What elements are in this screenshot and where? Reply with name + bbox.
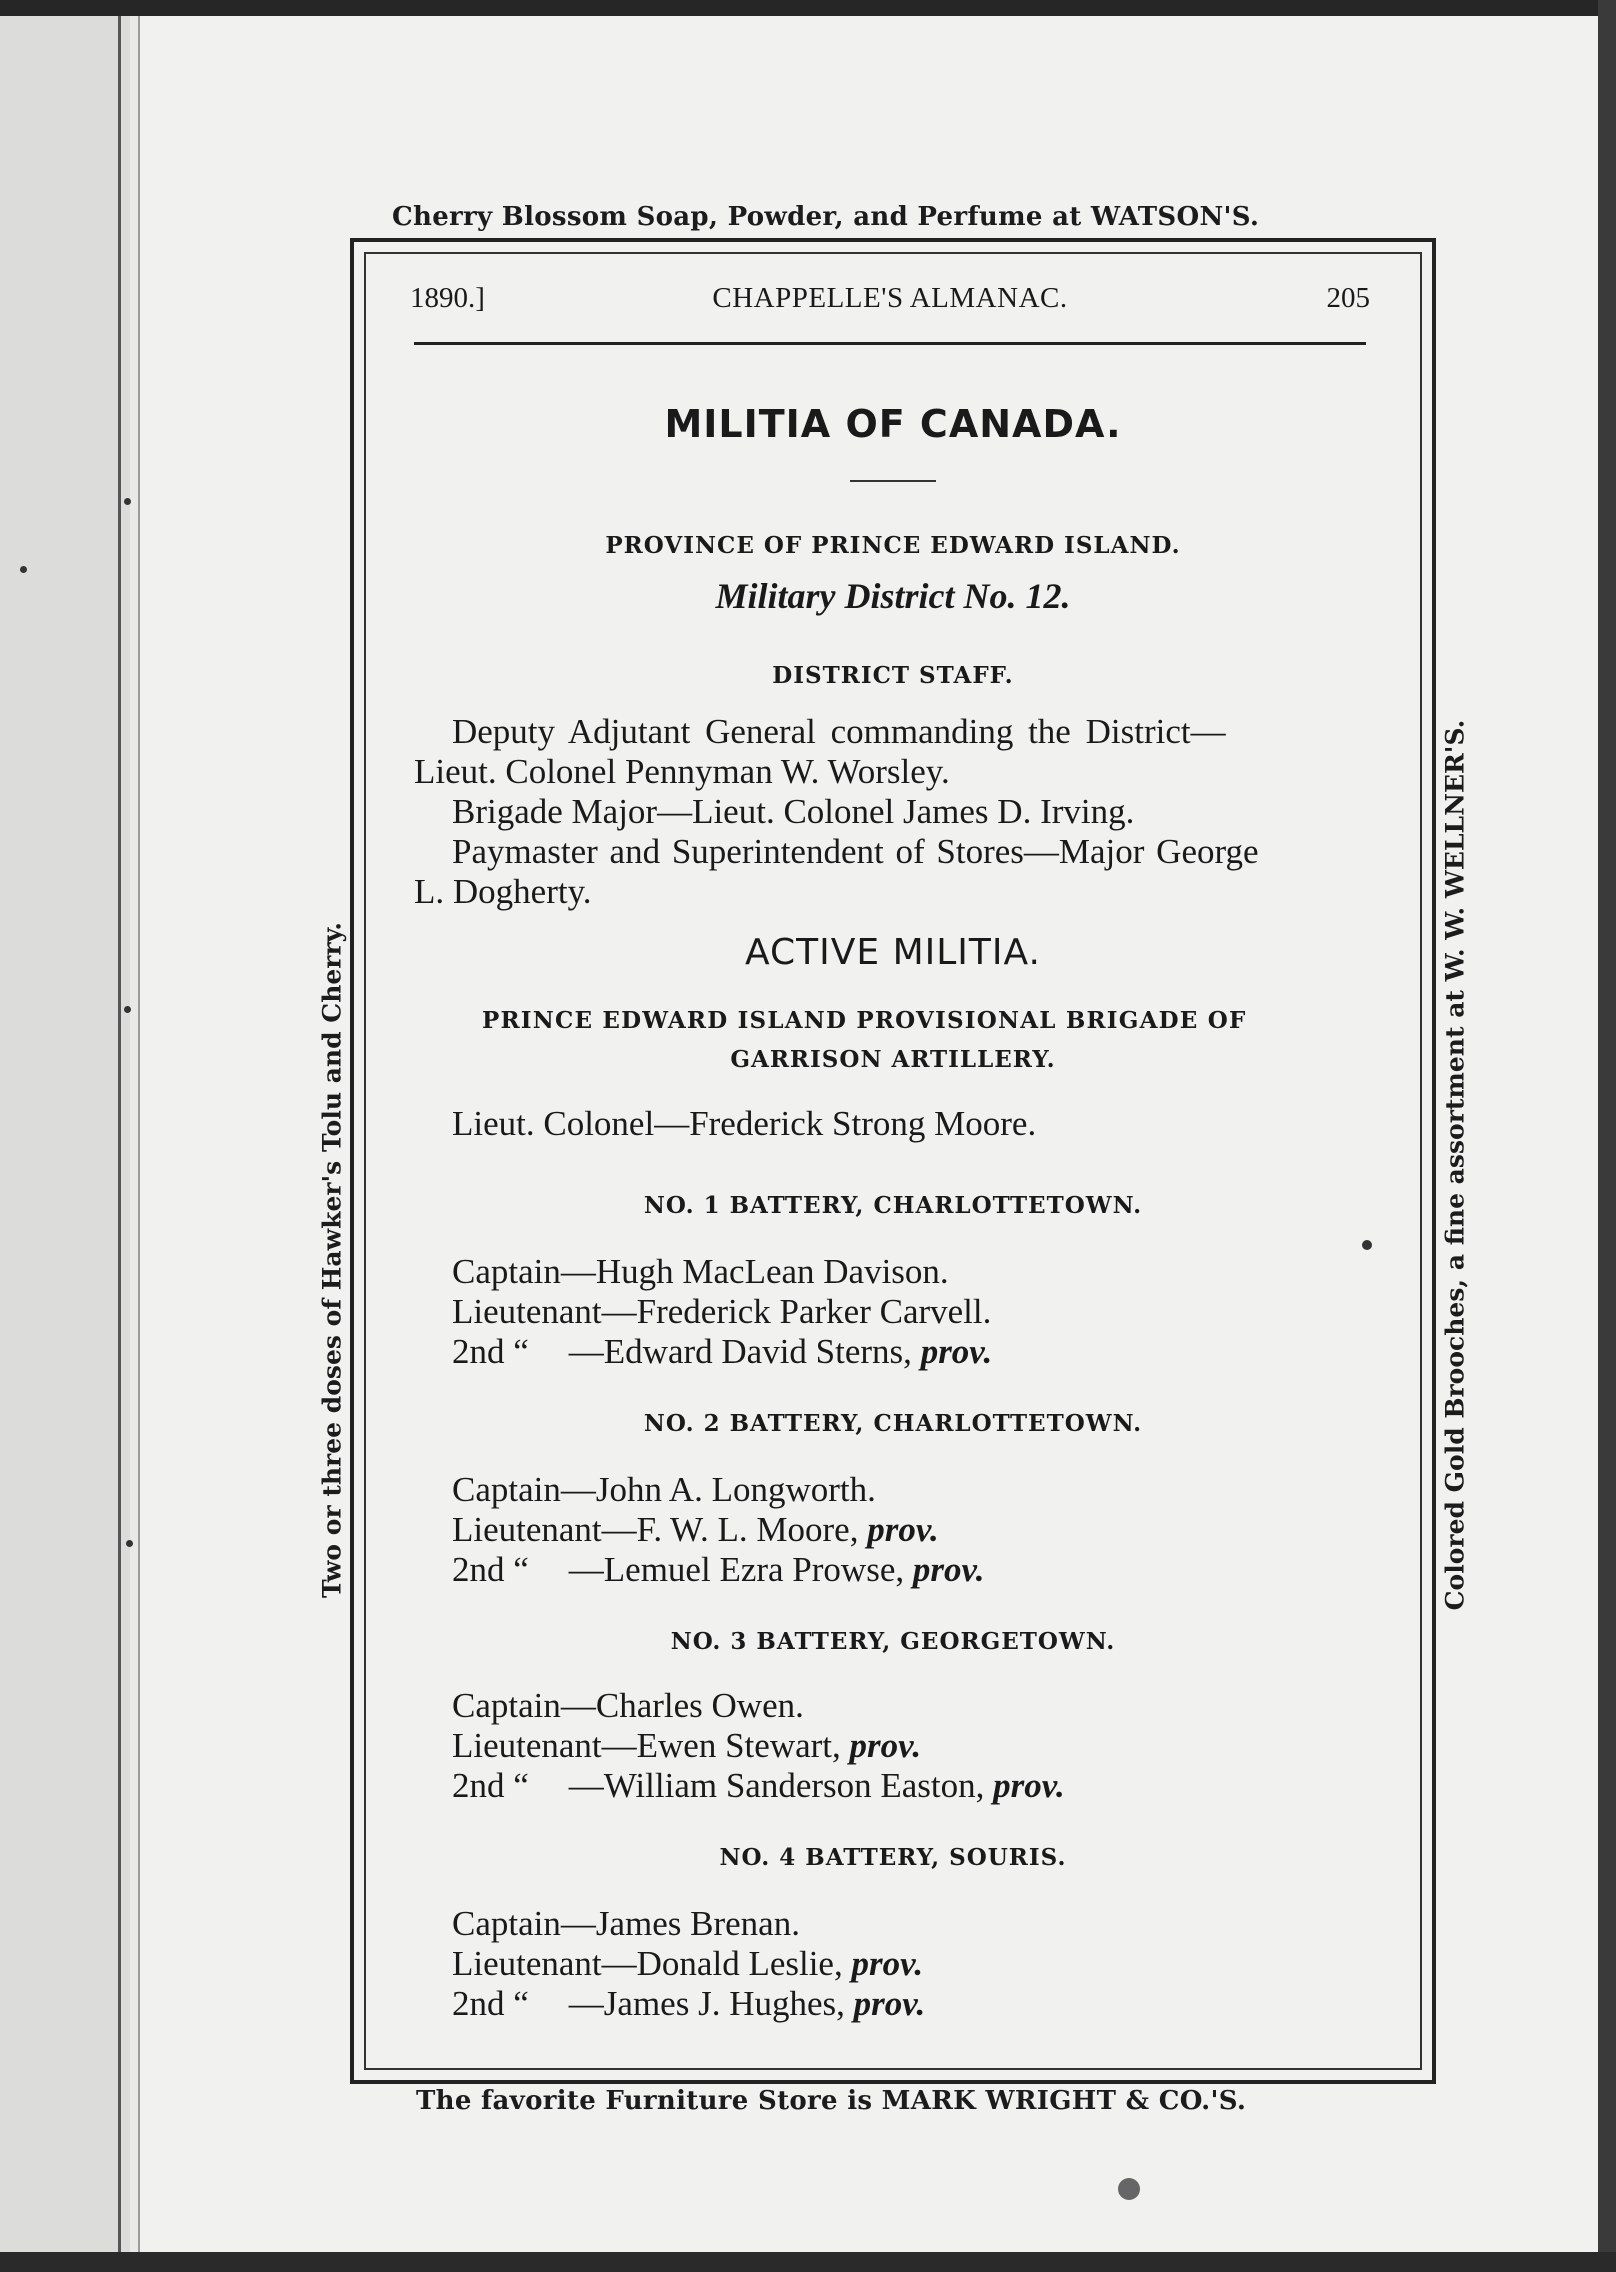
almanac-page-content [370, 262, 1416, 2062]
battery-captain: Captain—John A. Longworth. [452, 1470, 876, 1509]
staff-line: Brigade Major—Lieut. Colonel James D. Irving. [452, 792, 1135, 831]
battery-second-lieutenant [452, 1766, 1065, 1806]
battery-lieutenant: Lieutenant—Frederick Parker Carvell. [452, 1292, 992, 1331]
lieutenant-name: Lieutenant—F. W. L. Moore, [452, 1510, 859, 1549]
binding-shadow [0, 0, 130, 2272]
second-prefix: 2nd “ [452, 1332, 529, 1371]
title-rule [850, 480, 936, 482]
prov-mark: prov. [912, 1550, 985, 1589]
battery-heading: NO. 2 BATTERY, CHARLOTTETOWN. [643, 1410, 1143, 1437]
advertisement-right: Colored Gold Brooches, a fine assortment at W. W. WELLNER'S. [1440, 719, 1470, 1611]
advertisement-left: Two or three doses of Hawker's Tolu and Cherry. [317, 922, 347, 1598]
second-prefix: 2nd “ [452, 1550, 529, 1589]
staff-heading: DISTRICT STAFF. [772, 662, 1014, 689]
second-prefix: 2nd “ [452, 1766, 529, 1805]
second-name: —Edward David Sterns, [568, 1332, 912, 1371]
page-number: 205 [1326, 282, 1370, 314]
district-heading: Military District No. 12. [715, 576, 1071, 616]
second-name: —James J. Hughes, [568, 1984, 845, 2023]
staff-line: Lieut. Colonel Pennyman W. Worsley. [414, 752, 950, 791]
binding-mark [124, 1006, 131, 1013]
battery-second-lieutenant [452, 1332, 992, 1372]
battery-lieutenant [452, 1510, 939, 1550]
second-name: —Lemuel Ezra Prowse, [568, 1550, 905, 1589]
prov-mark: prov. [920, 1332, 993, 1371]
advertisement-top: Cherry Blossom Soap, Powder, and Perfume at WATSON'S. [392, 202, 1260, 232]
binding-mark [20, 566, 27, 573]
staff-line: Paymaster and Superintendent of Stores—Major George [452, 832, 1259, 871]
staff-line: Deputy Adjutant General commanding the District— [452, 712, 1226, 751]
ink-speck [1362, 1240, 1372, 1250]
section-title: MILITIA OF CANADA. [664, 402, 1122, 446]
running-header [410, 282, 1370, 322]
prov-mark: prov. [993, 1766, 1065, 1805]
brigade-heading-cont: GARRISON ARTILLERY. [730, 1046, 1056, 1073]
advertisement-bottom: The favorite Furniture Store is MARK WRIGHT & CO.'S. [416, 2086, 1247, 2116]
lieutenant-name: Lieutenant—Ewen Stewart, [452, 1726, 841, 1765]
battery-captain: Captain—Charles Owen. [452, 1686, 804, 1725]
scan-border-right [1598, 0, 1616, 2272]
scan-border-bottom [0, 2252, 1616, 2272]
lieut-colonel-line: Lieut. Colonel—Frederick Strong Moore. [452, 1104, 1037, 1143]
prov-mark: prov. [853, 1984, 926, 2023]
prov-mark: prov. [851, 1944, 924, 1983]
battery-captain: Captain—Hugh MacLean Davison. [452, 1252, 949, 1291]
binding-edge [118, 16, 121, 2252]
battery-heading: NO. 1 BATTERY, CHARLOTTETOWN. [643, 1192, 1143, 1219]
battery-second-lieutenant [452, 1550, 984, 1590]
second-name: —William Sanderson Easton, [568, 1766, 985, 1805]
battery-heading: NO. 3 BATTERY, GEORGETOWN. [670, 1628, 1116, 1655]
battery-lieutenant [452, 1944, 923, 1984]
almanac-title: CHAPPELLE'S ALMANAC. [712, 282, 1068, 314]
battery-heading: NO. 4 BATTERY, SOURIS. [719, 1844, 1067, 1871]
lieutenant-name: Lieutenant—Donald Leslie, [452, 1944, 843, 1983]
brigade-heading: PRINCE EDWARD ISLAND PROVISIONAL BRIGADE OF [482, 1007, 1247, 1034]
scan-border-top [0, 0, 1616, 16]
battery-lieutenant [452, 1726, 921, 1766]
staff-line: L. Dogherty. [414, 872, 592, 911]
ink-blot [1118, 2178, 1140, 2200]
header-rule [414, 342, 1366, 345]
battery-second-lieutenant [452, 1984, 925, 2024]
prov-mark: prov. [867, 1510, 939, 1549]
battery-captain: Captain—James Brenan. [452, 1904, 800, 1943]
binding-mark [126, 1540, 133, 1547]
active-militia-heading: ACTIVE MILITIA. [745, 932, 1041, 973]
binding-mark [124, 498, 131, 505]
prov-mark: prov. [849, 1726, 922, 1765]
province-heading: PROVINCE OF PRINCE EDWARD ISLAND. [605, 532, 1181, 559]
year-label: 1890.] [410, 282, 485, 314]
second-prefix: 2nd “ [452, 1984, 529, 2023]
